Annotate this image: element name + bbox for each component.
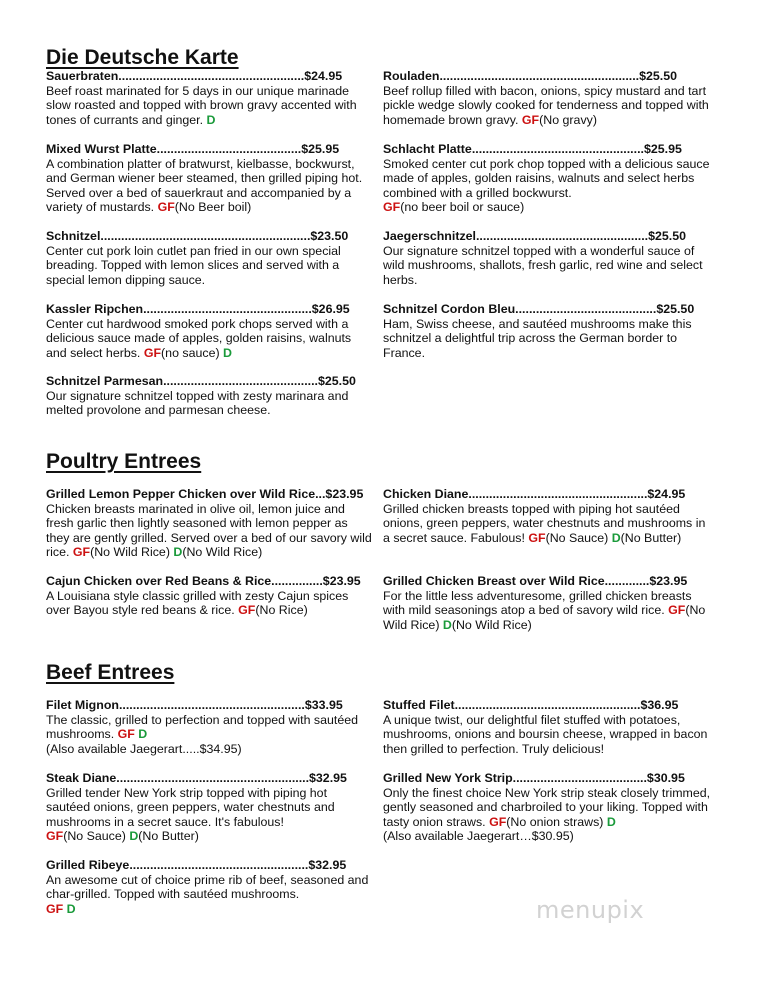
menu-item-lemon-pepper-chicken	[46, 487, 372, 560]
item-name-price: Grilled Lemon Pepper Chicken over Wild Rice...$23.95	[46, 487, 364, 501]
item-description: Chicken breasts marinated in olive oil, lemon juice and fresh garlic then lightly seasoned with lemon pepper as they are gently grilled. Served over a bed of our savory wild rice.	[46, 501, 372, 560]
gluten-free-note: (no beer boil or sauce)	[400, 200, 525, 215]
dairy-free-marker: D	[173, 545, 183, 560]
menupix-watermark: menupix	[536, 896, 645, 924]
item-description: Grilled chicken breasts topped with piping hot sautéed onions, green peppers, water chestnuts and mushrooms in a secret sauce. Fabulous!	[383, 501, 706, 545]
dairy-free-marker: D	[611, 530, 621, 545]
gluten-free-marker: GF	[489, 814, 507, 829]
dairy-free-marker: D	[206, 112, 216, 127]
item-name-price: Jaegerschnitzel..................................................$25.50	[383, 229, 686, 243]
gluten-free-note: (No Wild Rice)	[90, 545, 170, 560]
item-extra-note: (Also available Jaegerart…$30.95)	[383, 829, 574, 844]
gluten-free-marker: GF	[521, 112, 540, 127]
dairy-free-note: (No Wild Rice)	[451, 617, 532, 632]
watermark-shadow	[532, 878, 682, 892]
item-name-price: Sauerbraten......................................................$24.95	[46, 69, 343, 83]
dairy-free-note: (No Butter)	[620, 530, 682, 545]
dairy-free-marker: D	[442, 617, 452, 632]
gluten-free-marker: GF	[72, 545, 91, 560]
gluten-free-marker: GF	[383, 200, 401, 215]
item-description: Only the finest choice New York strip steak closely trimmed, gently seasoned and charbroiled to your liking. Topped with tasty onion straws.	[383, 785, 711, 829]
item-description: Our signature schnitzel topped with a wonderful sauce of wild mushrooms, shallots, fresh garlic, red wine and select herbs.	[383, 243, 703, 287]
menu-item-new-york-strip	[383, 771, 713, 844]
section-title-poultry: Poultry Entrees	[46, 450, 202, 473]
gluten-free-marker: GF	[46, 901, 64, 916]
gluten-free-marker: GF	[238, 603, 256, 618]
item-name-price: Chicken Diane....................................................$24.95	[383, 487, 686, 501]
gluten-free-note: (No Beer boil)	[174, 200, 252, 215]
menu-item-ribeye	[46, 858, 372, 916]
menu-item-sauerbraten	[46, 69, 372, 127]
item-description: A combination platter of bratwurst, kielbasse, bockwurst, and German wiener beer steamed, then grilled piping hot. Served over a bed of sauerkraut and accompanied by a variety of mustards.	[46, 156, 363, 215]
item-name-price: Filet Mignon......................................................$33.95	[46, 698, 343, 712]
menu-item-steak-diane	[46, 771, 372, 844]
item-name-price: Grilled New York Strip.......................................$30.95	[383, 771, 685, 785]
gluten-free-note: (no sauce)	[161, 345, 220, 360]
gluten-free-marker: GF	[668, 603, 686, 618]
item-description: Center cut pork loin cutlet pan fried in our own special breading. Topped with lemon slices and served with a special lemon dipping sauce.	[46, 243, 341, 287]
gluten-free-marker: GF	[46, 829, 64, 844]
dairy-free-marker: D	[66, 901, 76, 916]
item-description: Ham, Swiss cheese, and sautéed mushrooms make this schnitzel a delightful trip across the German border to France.	[383, 316, 692, 360]
gluten-free-note: (No onion straws)	[506, 814, 604, 829]
item-description: Our signature schnitzel topped with zesty marinara and melted provolone and parmesan cheese.	[46, 388, 349, 418]
menu-item-cajun-chicken	[46, 574, 372, 618]
item-description: For the little less adventuresome, grilled chicken breasts with mild seasonings atop a bed of savory wild rice.	[383, 588, 692, 618]
dairy-free-marker: D	[138, 727, 148, 742]
menu-item-jaegerschnitzel	[383, 229, 713, 287]
item-name-price: Grilled Chicken Breast over Wild Rice.............$23.95	[383, 574, 688, 588]
menu-item-schnitzel	[46, 229, 372, 287]
item-description: A unique twist, our delightful filet stuffed with potatoes, mushrooms, onions and boursin cheese, wrapped in bacon then grilled to perfection. Truly delicious!	[383, 712, 708, 756]
gluten-free-note: (No Rice)	[255, 603, 308, 618]
item-name-price: Schnitzel Cordon Bleu.........................................$25.50	[383, 302, 695, 316]
item-description: Beef roast marinated for 5 days in our unique marinade slow roasted and topped with brown gravy accented with tones of currants and ginger.	[46, 83, 357, 127]
section-title-german: Die Deutsche Karte	[46, 46, 239, 69]
item-name-price: Schnitzel.............................................................$23.50	[46, 229, 349, 243]
menu-item-filet-mignon	[46, 698, 372, 756]
item-description: An awesome cut of choice prime rib of beef, seasoned and char-grilled. Topped with sautéed mushrooms.	[46, 872, 369, 902]
item-name-price: Schnitzel Parmesan.............................................$25.50	[46, 374, 356, 388]
dairy-free-note: (No Butter)	[138, 829, 199, 844]
item-description: Beef rollup filled with bacon, onions, spicy mustard and tart pickle wedge slowly cooked for tenderness and topped with homemade brown gravy.	[383, 83, 709, 127]
gluten-free-note: (No Sauce)	[63, 829, 126, 844]
menu-item-chicken-breast	[383, 574, 713, 632]
item-description: Smoked center cut pork chop topped with a delicious sauce made of apples, golden raisins, walnuts and select herbs combined with a grilled bockwurst.	[383, 156, 710, 200]
menu-item-kassler	[46, 302, 372, 360]
item-name-price: Schlacht Platte..................................................$25.95	[383, 142, 682, 156]
gluten-free-marker: GF	[528, 530, 546, 545]
gluten-free-note: (No gravy)	[539, 112, 597, 127]
item-name-price: Cajun Chicken over Red Beans & Rice...............$23.95	[46, 574, 361, 588]
menu-item-schlacht	[383, 142, 713, 215]
gluten-free-note: (No Wild Rice)	[383, 603, 706, 632]
item-name-price: Grilled Ribeye....................................................$32.95	[46, 858, 347, 872]
menu-item-cordon-bleu	[383, 302, 713, 360]
dairy-free-marker: D	[223, 345, 232, 360]
section-title-beef: Beef Entrees	[46, 661, 175, 684]
item-name-price: Rouladen..........................................................$25.50	[383, 69, 678, 83]
item-description: Center cut hardwood smoked pork chops served with a delicious sauce made of apples, golden raisins, walnuts and select herbs.	[46, 316, 352, 360]
dairy-free-marker: D	[606, 814, 616, 829]
menu-item-chicken-diane	[383, 487, 713, 545]
item-name-price: Stuffed Filet......................................................$36.95	[383, 698, 679, 712]
item-description: Grilled tender New York strip topped with piping hot sautéed onions, green peppers, water chestnuts and mushrooms in a secret sauce. It's fabulous!	[46, 785, 335, 829]
item-name-price: Steak Diane........................................................$32.95	[46, 771, 347, 785]
item-extra-note: (Also available Jaegerart.....$34.95)	[46, 741, 242, 756]
menu-item-rouladen	[383, 69, 713, 127]
gluten-free-note: (No Sauce)	[545, 530, 609, 545]
menu-item-stuffed-filet	[383, 698, 713, 756]
menu-item-mixed-wurst	[46, 142, 372, 215]
item-description: A Louisiana style classic grilled with zesty Cajun spices over Bayou style red beans & rice.	[46, 588, 349, 618]
gluten-free-marker: GF	[157, 200, 175, 215]
menu-item-schnitzel-parmesan	[46, 374, 372, 418]
item-name-price: Kassler Ripchen.................................................$26.95	[46, 302, 350, 316]
gluten-free-marker: GF	[143, 345, 162, 360]
dairy-free-marker: D	[129, 829, 139, 844]
item-name-price: Mixed Wurst Platte..........................................$25.95	[46, 142, 340, 156]
gluten-free-marker: GF	[117, 727, 135, 742]
dairy-free-note: (No Wild Rice)	[182, 545, 263, 560]
item-description: The classic, grilled to perfection and topped with sautéed mushrooms.	[46, 712, 359, 742]
